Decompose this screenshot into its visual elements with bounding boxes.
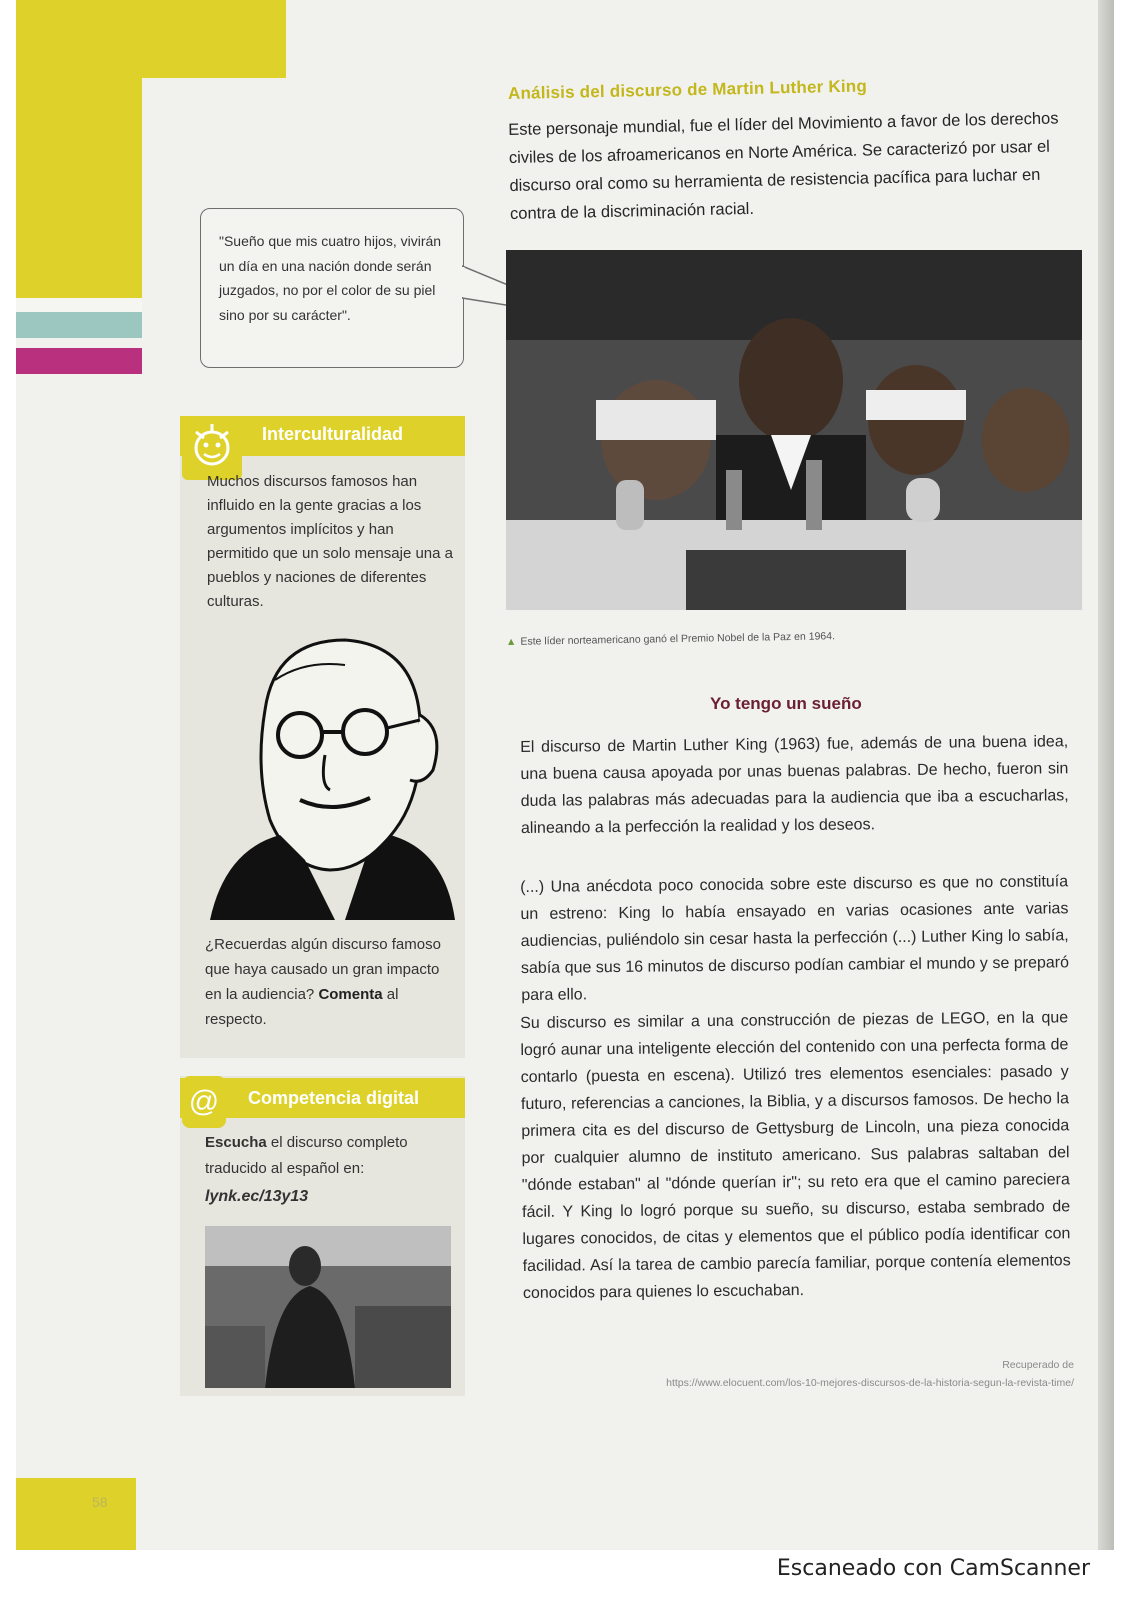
intro-paragraph: Este personaje mundial, fue el líder del Movimiento a favor de los derechos civiles de los afroamericanos en Norte América. Se caracterizó por usar el discurso oral como su herramienta de resistencia pacífica para luchar en contra de la discriminación racial. [508,109,1059,223]
yellow-band-bottom [16,1478,136,1550]
speech-link[interactable]: lynk.ec/13y13 [205,1188,309,1205]
interculturalidad-text: Muchos discursos famosos han influido en la gente gracias a los argumentos implícitos y han permitido que un solo mensaje una a pueblos y naciones de diferentes culturas. [207,473,453,610]
mlk-speech-photo [506,250,1082,610]
magenta-band [16,348,142,374]
yellow-band-left [16,78,142,298]
teal-band [16,312,142,338]
crowd-photo-illustration [205,1226,451,1388]
mlk-crowd-photo [205,1226,451,1388]
source-url[interactable]: https://www.elocuent.com/los-10-mejores-discursos-de-la-historia-segun-la-revista-time/ [666,1377,1074,1389]
competencia-digital-title: Competencia digital [248,1088,420,1108]
subheading: Yo tengo un sueño [710,694,862,713]
comenta-label: Comenta [318,986,383,1003]
interculturalidad-question: ¿Recuerdas algún discurso famoso que haya causado un gran impacto en la audiencia? Comenta al respecto. [205,936,441,1028]
quote-bubble [200,208,464,368]
page-number: 58 [92,1494,108,1510]
photo-caption: ▲ Este líder norteamericano ganó el Premio Nobel de la Paz en 1964. [505,630,836,648]
at-sign-icon: @ [182,1076,226,1128]
yellow-band-top [16,0,286,78]
scanner-footer: Escaneado con CamScanner [776,1556,1090,1581]
band-gap [16,298,142,312]
interculturalidad-title: Interculturalidad [262,424,404,444]
source-label: Recuperado de [1002,1359,1074,1371]
source-citation [666,1356,1074,1392]
quote-text: "Sueño que mis cuatro hijos, vivirán un día en una nación donde serán juzgados, no por el color de su piel sino por su carácter". [219,233,442,323]
gandhi-portrait [205,620,455,920]
escucha-label: Escucha [205,1134,267,1151]
caption-triangle-icon: ▲ [505,635,517,648]
body-paragraph-1: El discurso de Martin Luther King (1963) fue, además de una buena idea, una buena causa apoyada por unas buenas palabras. De hecho, fueron sin duda las palabras más adecuadas para la audiencia que iba a escucharlas, alineando a la perfección la realidad y los deseos. [520,733,1069,837]
competencia-digital-text: Escucha el discurso completo traducido al español en: [205,1134,408,1177]
body-paragraph-3: Su discurso es similar a una construcción de piezas de LEGO, en la que logró aunar una inteligente elección del contenido con una perfecta forma de contarlo (puesta en escena). Utilizó tres elementos esenciales: pasado y futuro, referencias a canciones, la Biblia, y a discursos famosos. De hecho la primera cita es del discurso de Gettysburg de Lincoln, una pieza conocida por cualquier alumno de instituto americano. Sus palabras saltaban del "dónde estaban" al "dónde querían ir"; su reto era que el camino pareciera fácil. Y King lo logró porque su sueño, su discurso, estaba sembrado de lugares conocidos, de citas y elementos que el público podía identificar con facilidad. Así la tarea de cambio parecía familiar, porque contenía elementos conocidos para quienes lo escuchaban. [520,1009,1071,1302]
page-edge [1098,0,1114,1550]
page-title: Análisis del discurso de Martin Luther King [507,76,868,103]
body-paragraph-2: (...) Una anécdota poco conocida sobre este discurso es que no constituía un estreno: King lo había ensayado en varias ocasiones ante varias audiencias, puliéndolo sin cesar hasta la perfección (...) Luther King lo sabía, sabía que sus 16 minutos de discurso podían cambiar el mundo y se preparó para ello. [520,873,1070,1004]
crowd-illustration [506,250,1082,610]
